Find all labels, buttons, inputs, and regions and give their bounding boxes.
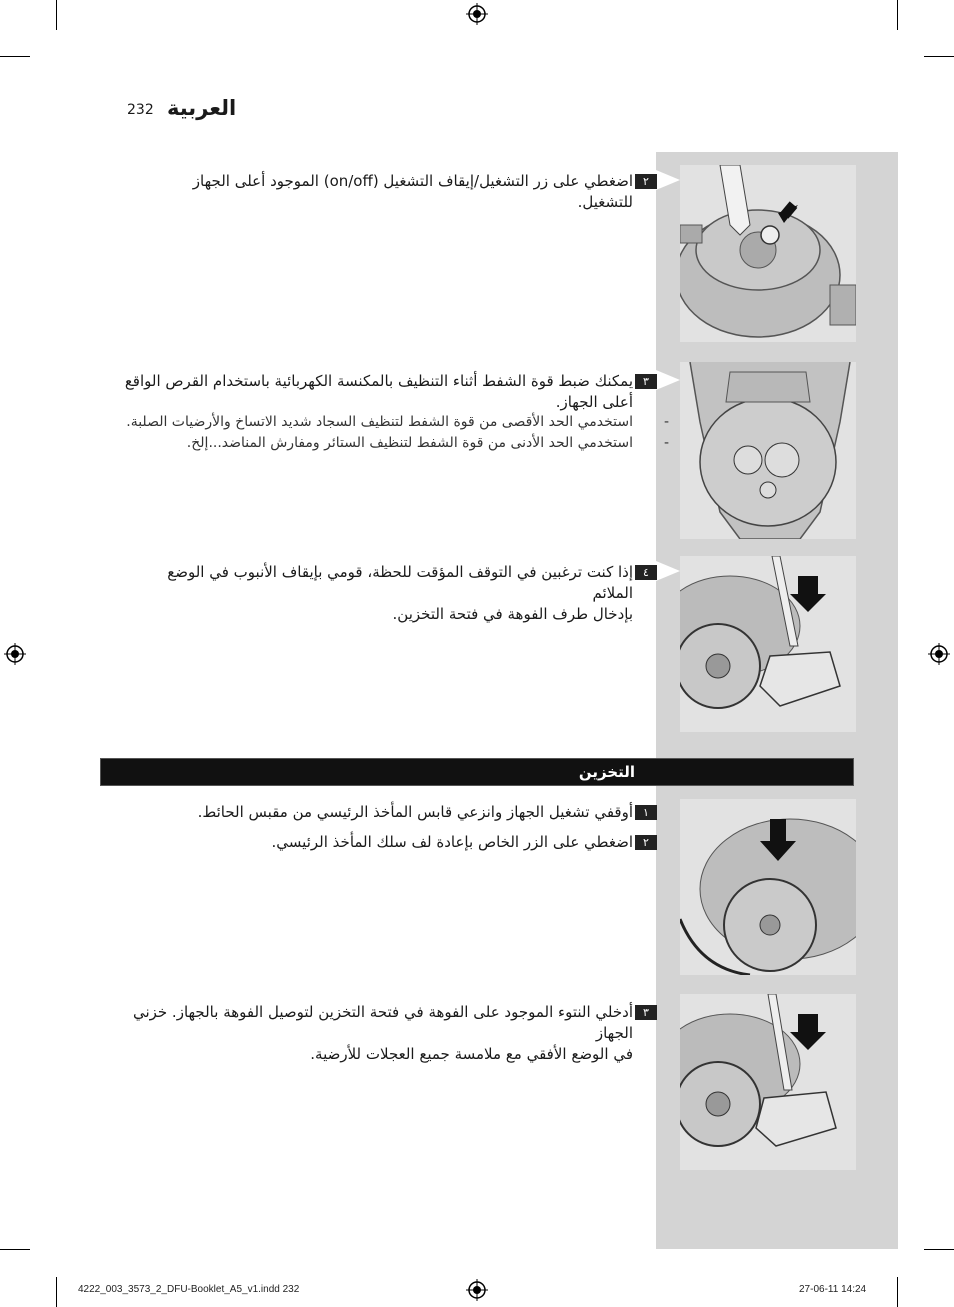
step-text	[133, 802, 633, 823]
bullet-item: - استخدمي الحد الأقصى من قوة الشفط لتنظيف السجاد شديد الاتساخ والأرضيات الصلبة.	[126, 414, 669, 430]
step-line: إذا كنت ترغبين في التوقف المؤقت للحظة، قومي بإيقاف الأنبوب في الوضع الملائم	[167, 563, 633, 602]
step-text	[113, 371, 633, 413]
step-number: ٢	[635, 835, 657, 850]
step-line: في الوضع الأفقي مع ملامسة جميع العجلات للأرضية.	[310, 1045, 633, 1063]
illustration-storage	[680, 994, 856, 1170]
illustration-pointer	[656, 370, 680, 390]
step-line: اضغطي على الزر الخاص بإعادة لف سلك المأخذ الرئيسي.	[271, 833, 633, 851]
language-title: العربية	[167, 96, 237, 120]
step-line: يمكنك ضبط قوة الشفط أثناء التنظيف بالمكنسة الكهربائية باستخدام القرص الواقع	[124, 372, 633, 390]
step-text	[133, 562, 633, 625]
illustration-power-button	[680, 165, 856, 342]
crop-mark	[0, 56, 30, 57]
crop-mark	[924, 1249, 954, 1250]
crop-mark	[56, 1277, 57, 1307]
step-number: ٢	[635, 174, 657, 189]
step-line: بإدخال طرف الفوهة في فتحة التخزين.	[392, 605, 633, 623]
bullet-item: - استخدمي الحد الأدنى من قوة الشفط لتنظيف الستائر ومفارش المناضد...إلخ.	[186, 435, 669, 451]
page-header	[127, 96, 287, 126]
crop-mark	[897, 0, 898, 30]
page-number: 232	[127, 102, 154, 118]
registration-mark-icon	[466, 3, 488, 25]
illustration-pointer	[656, 561, 680, 581]
registration-mark-icon	[4, 643, 26, 665]
step-line: أدخلي النتوء الموجود على الفوهة في فتحة التخزين لتوصيل الفوهة بالجهاز. خزني الجهاز	[132, 1003, 633, 1042]
step-line: أعلى الجهاز.	[555, 393, 633, 411]
illustration-cord-rewind	[680, 799, 856, 975]
crop-mark	[0, 1249, 30, 1250]
crop-mark	[924, 56, 954, 57]
illustration-pointer	[656, 170, 680, 190]
crop-mark	[56, 0, 57, 30]
registration-mark-icon	[466, 1279, 488, 1301]
section-title: التخزين	[578, 763, 635, 781]
footer-file-name: 4222_003_3573_2_DFU-Booklet_A5_v1.indd 232	[78, 1284, 300, 1295]
footer-date-time: 27-06-11 14:24	[799, 1284, 867, 1295]
illustration-suction-dial	[680, 362, 856, 539]
step-number: ١	[635, 805, 657, 820]
step-line: أوقفي تشغيل الجهاز وانزعي قابس المأخذ الرئيسي من مقبس الحائط.	[197, 803, 633, 821]
step-number: ٤	[635, 565, 657, 580]
bullet-list	[113, 412, 669, 454]
step-text	[133, 832, 633, 853]
step-number: ٣	[635, 1005, 657, 1020]
registration-mark-icon	[928, 643, 950, 665]
step-number: ٣	[635, 374, 657, 389]
step-line: اضغطي على زر التشغيل/إيقاف التشغيل (on/off) الموجود أعلى الجهاز للتشغيل.	[192, 172, 633, 211]
illustration-parking-position	[680, 556, 856, 732]
section-header	[100, 758, 854, 786]
step-text	[133, 171, 633, 213]
crop-mark	[897, 1277, 898, 1307]
step-text	[103, 1002, 633, 1065]
